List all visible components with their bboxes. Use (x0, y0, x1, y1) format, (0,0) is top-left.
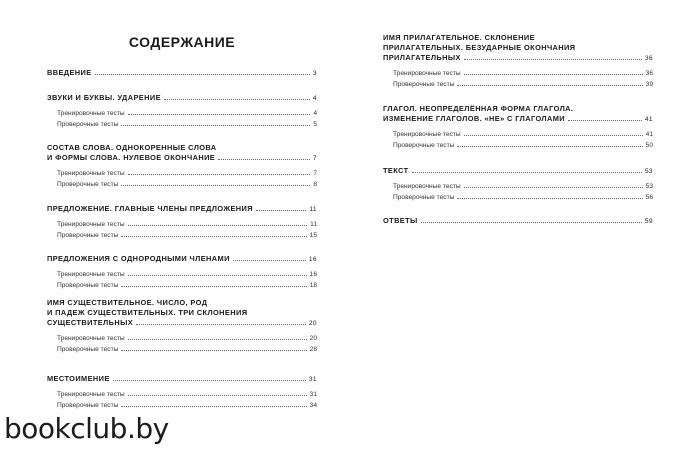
toc-entry[interactable] (383, 216, 653, 227)
toc-subentry-page: 56 (645, 194, 653, 201)
toc-entry-page: 11 (309, 206, 317, 213)
toc-subentry-page: 4 (313, 110, 317, 117)
toc-entry-label: ВВЕДЕНИЕ (47, 68, 92, 77)
toc-subentry-label: Тренировочные тесты (57, 110, 125, 117)
toc-entry[interactable] (383, 166, 653, 177)
toc-subentry[interactable] (383, 181, 653, 191)
toc-subentry[interactable] (47, 168, 317, 178)
toc-section (383, 216, 653, 227)
toc-section-heading (383, 33, 653, 64)
toc-subentry-label: Проверочные тесты (393, 142, 455, 149)
toc-entry-page: 53 (644, 168, 653, 175)
toc-entry-page: 4 (312, 95, 317, 102)
toc-entry-label: ОТВЕТЫ (383, 216, 418, 225)
toc-subentry[interactable] (383, 192, 653, 202)
toc-subentry-page: 36 (645, 70, 653, 77)
toc-section (47, 298, 317, 354)
dot-leader (412, 166, 642, 173)
dot-leader (121, 119, 310, 126)
dot-leader (121, 400, 306, 407)
toc-subentry[interactable] (47, 269, 317, 279)
toc-subentry[interactable] (383, 79, 653, 89)
toc-subentry[interactable] (47, 389, 317, 399)
toc-entry[interactable] (47, 318, 317, 329)
toc-section (47, 204, 317, 240)
dot-leader (121, 344, 306, 351)
toc-section (47, 254, 317, 290)
toc-section-heading (383, 216, 653, 227)
toc-section (47, 93, 317, 129)
toc-section-line: И ПАДЕЖ СУЩЕСТВИТЕЛЬНЫХ. ТРИ СКЛОНЕНИЯ (47, 308, 248, 317)
dot-leader (421, 216, 642, 223)
toc-subentry[interactable] (47, 119, 317, 129)
toc-subentry-page: 20 (309, 335, 317, 342)
toc-entry-label: И ФОРМЫ СЛОВА. НУЛЕВОЕ ОКОНЧАНИЕ (47, 153, 216, 162)
toc-subentry-page: 41 (645, 131, 653, 138)
toc-subentry-label: Тренировочные тесты (393, 183, 461, 190)
toc-entry-page: 36 (644, 55, 653, 62)
toc-entry[interactable] (47, 254, 317, 265)
toc-subentry-page: 28 (309, 346, 317, 353)
toc-subentry-label: Проверочные тесты (57, 181, 119, 188)
toc-entry-page: 7 (312, 155, 317, 162)
toc-section (383, 166, 653, 202)
toc-subentry[interactable] (383, 129, 653, 139)
dot-leader (464, 68, 643, 75)
toc-section (47, 374, 317, 410)
toc-entry-label: ТЕКСТ (383, 166, 409, 175)
toc-subentry-label: Тренировочные тесты (57, 391, 125, 398)
toc-section-heading (47, 254, 317, 265)
toc-entry[interactable] (47, 68, 317, 79)
toc-section-heading (47, 204, 317, 215)
toc-section-heading (47, 374, 317, 385)
toc-section (47, 143, 317, 189)
toc-subentry[interactable] (383, 140, 653, 150)
toc-subentry-label: Тренировочные тесты (57, 170, 125, 177)
toc-subentry-label: Проверочные тесты (57, 402, 119, 409)
toc-subentry-page: 5 (313, 121, 317, 128)
dot-leader (128, 333, 307, 340)
toc-subentry[interactable] (47, 108, 317, 118)
toc-section (47, 68, 317, 79)
toc-section-heading (383, 104, 653, 125)
toc-subentry-page: 34 (309, 402, 317, 409)
toc-subentry-page: 50 (645, 142, 653, 149)
toc-subentry[interactable] (47, 344, 317, 354)
toc-entry-label: ПРИЛАГАТЕЛЬНЫХ (383, 53, 461, 62)
dot-leader (464, 53, 642, 60)
toc-entry[interactable] (47, 153, 317, 164)
dot-leader (128, 269, 307, 276)
toc-entry-label: ПРЕДЛОЖЕНИЯ С ОДНОРОДНЫМИ ЧЛЕНАМИ (47, 254, 230, 263)
toc-subentry-label: Тренировочные тесты (57, 335, 125, 342)
dot-leader (121, 179, 310, 186)
toc-section (383, 104, 653, 150)
toc-entry-page: 3 (312, 70, 317, 77)
dot-leader (121, 280, 306, 287)
dot-leader (464, 129, 643, 136)
toc-entry-page: 41 (644, 116, 653, 123)
toc-subentry-label: Проверочные тесты (57, 232, 119, 239)
toc-section-line: ПРИЛАГАТЕЛЬНЫХ. БЕЗУДАРНЫЕ ОКОНЧАНИЯ (383, 43, 576, 52)
toc-subentry[interactable] (47, 280, 317, 290)
toc-subentry-label: Тренировочные тесты (57, 221, 125, 228)
toc-subentry-page: 16 (309, 271, 317, 278)
dot-leader (457, 140, 642, 147)
toc-entry[interactable] (47, 204, 317, 215)
toc-subentry[interactable] (47, 400, 317, 410)
toc-entry[interactable] (47, 93, 317, 104)
dot-leader (256, 204, 306, 211)
toc-section-heading (47, 298, 317, 329)
dot-leader (457, 192, 642, 199)
toc-subentry-label: Тренировочные тесты (393, 131, 461, 138)
toc-entry[interactable] (383, 53, 653, 64)
toc-entry[interactable] (47, 374, 317, 385)
dot-leader (164, 93, 310, 100)
dot-leader (233, 254, 306, 261)
toc-entry-page: 31 (308, 376, 317, 383)
dot-leader (113, 374, 306, 381)
toc-entry-page: 20 (308, 320, 317, 327)
toc-subentry-page: 39 (645, 81, 653, 88)
toc-subentry-label: Проверочные тесты (57, 282, 119, 289)
toc-subentry-page: 15 (309, 232, 317, 239)
dot-leader (128, 389, 307, 396)
dot-leader (121, 230, 306, 237)
toc-subentry-page: 7 (313, 170, 317, 177)
dot-leader (457, 79, 642, 86)
dot-leader (464, 181, 643, 188)
toc-subentry-label: Тренировочные тесты (393, 70, 461, 77)
toc-section-heading (47, 93, 317, 104)
toc-subentry-page: 11 (310, 221, 317, 228)
toc-subentry-page: 8 (313, 181, 317, 188)
toc-entry-page: 59 (644, 218, 653, 225)
toc-section (383, 33, 653, 89)
toc-subentry-label: Проверочные тесты (57, 346, 119, 353)
toc-subentry-label: Тренировочные тесты (57, 271, 125, 278)
toc-subentry-label: Проверочные тесты (57, 121, 119, 128)
dot-leader (95, 68, 310, 75)
toc-entry-label: ЗВУКИ И БУКВЫ. УДАРЕНИЕ (47, 93, 161, 102)
dot-leader (136, 318, 306, 325)
watermark: bookclub.by (4, 412, 169, 445)
toc-subentry[interactable] (47, 179, 317, 189)
toc-section-heading (383, 166, 653, 177)
dot-leader (568, 114, 642, 121)
dot-leader (128, 108, 311, 115)
dot-leader (218, 153, 310, 160)
toc-subentry[interactable] (47, 230, 317, 240)
toc-entry-label: ИЗМЕНЕНИЕ ГЛАГОЛОВ. «НЕ» С ГЛАГОЛАМИ (383, 114, 565, 123)
toc-subentry-page: 31 (309, 391, 317, 398)
toc-subentry-label: Проверочные тесты (393, 194, 455, 201)
page-title: СОДЕРЖАНИЕ (128, 34, 236, 50)
toc-subentry-page: 53 (645, 183, 653, 190)
toc-entry-label: СУЩЕСТВИТЕЛЬНЫХ (47, 318, 134, 327)
toc-section-heading (47, 68, 317, 79)
toc-section-line: ИМЯ ПРИЛАГАТЕЛЬНОЕ. СКЛОНЕНИЕ (383, 33, 535, 42)
toc-section-heading (47, 143, 317, 164)
toc-section-line: ИМЯ СУЩЕСТВИТЕЛЬНОЕ. ЧИСЛО, РОД (47, 298, 208, 307)
toc-section-line: ГЛАГОЛ. НЕОПРЕДЕЛЁННАЯ ФОРМА ГЛАГОЛА. (383, 104, 574, 113)
toc-entry-page: 16 (308, 256, 317, 263)
toc-subentry-page: 18 (309, 282, 317, 289)
toc-section-line: СОСТАВ СЛОВА. ОДНОКОРЕННЫЕ СЛОВА (47, 143, 217, 152)
toc-subentry[interactable] (47, 333, 317, 343)
dot-leader (128, 168, 311, 175)
toc-entry-label: ПРЕДЛОЖЕНИЕ. ГЛАВНЫЕ ЧЛЕНЫ ПРЕДЛОЖЕНИЯ (47, 204, 253, 213)
toc-entry[interactable] (383, 114, 653, 125)
dot-leader (128, 219, 308, 226)
toc-entry-label: МЕСТОИМЕНИЕ (47, 374, 110, 383)
toc-subentry-label: Проверочные тесты (393, 81, 455, 88)
toc-subentry[interactable] (47, 219, 317, 229)
toc-subentry[interactable] (383, 68, 653, 78)
